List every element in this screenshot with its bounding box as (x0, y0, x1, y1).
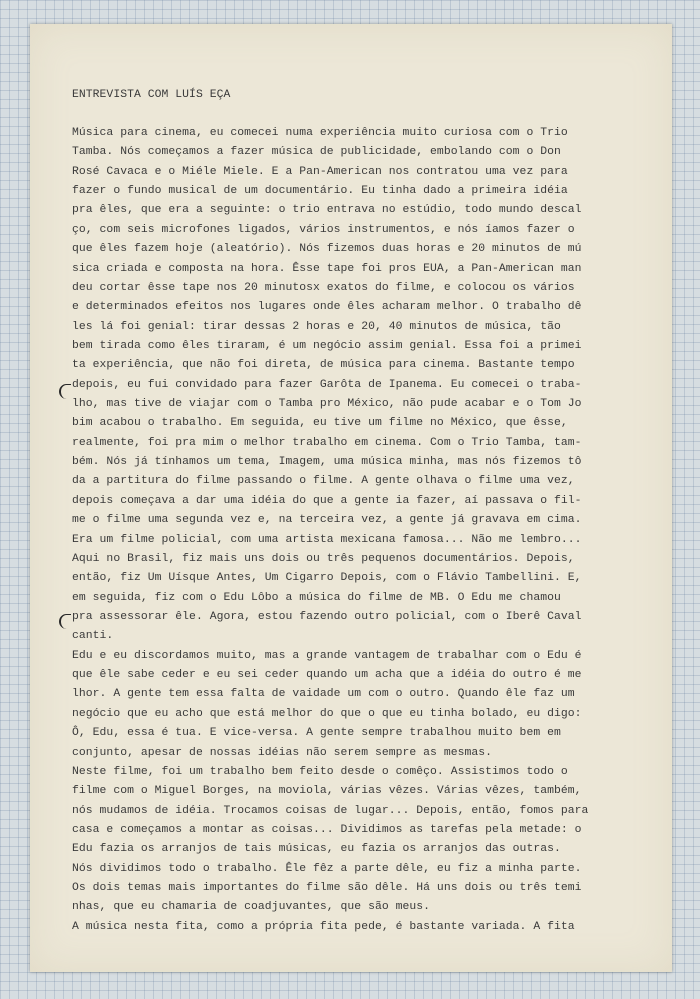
text-line: les lá foi genial: tirar dessas 2 horas e 20, 40 minutos de música, tão (72, 320, 561, 333)
text-line: nós mudamos de idéia. Trocamos coisas de lugar... Depois, então, fomos para (72, 804, 589, 817)
text-line: filme com o Miguel Borges, na moviola, várias vêzes. Várias vêzes, também, (72, 785, 582, 798)
paper-sheet (30, 24, 672, 972)
text-line: depois, eu fui convidado para fazer Garôta de Ipanema. Eu comecei o traba- (72, 378, 582, 391)
punch-hole-mark (59, 384, 71, 399)
text-line: lhor. A gente tem essa falta de vaidade um com o outro. Quando êle faz um (72, 688, 575, 701)
text-line: depois começava a dar uma idéia do que a gente ia fazer, aí passava o fil- (72, 494, 582, 507)
text-line: ta experiência, que não foi direta, de música para cinema. Bastante tempo (72, 359, 575, 372)
text-line: casa e começamos a montar as coisas... Dividimos as tarefas pela metade: o (72, 823, 582, 836)
text-line: da a partitura do filme passando o filme. A gente olhava o filme uma vez, (72, 475, 575, 488)
punch-hole-mark (59, 614, 71, 629)
text-line: realmente, foi pra mim o melhor trabalho em cinema. Com o Trio Tamba, tam- (72, 436, 582, 449)
paragraph-lines (72, 124, 647, 937)
text-line: ço, com seis microfones ligados, vários instrumentos, e nós íamos fazer o (72, 223, 575, 236)
text-line: A música nesta fita, como a própria fita pede, é bastante variada. A fita (72, 920, 575, 933)
text-line: fazer o fundo musical de um documentário. Eu tinha dado a primeira idéia (72, 185, 568, 198)
text-line: Rosé Cavaca e o Miéle Miele. E a Pan-American nos contratou uma vez para (72, 165, 568, 178)
text-line: que êles fazem hoje (aleatório). Nós fizemos duas horas e 20 minutos de mú (72, 243, 582, 256)
document-title: ENTREVISTA COM LUÍS EÇA (72, 89, 231, 101)
text-line: me o filme uma segunda vez e, na terceira vez, a gente já gravava em cima. (72, 514, 582, 527)
text-line: bém. Nós já tínhamos um tema, Imagem, uma música minha, mas nós fizemos tô (72, 456, 582, 469)
text-line: Os dois temas mais importantes do filme são dêle. Há uns dois ou três temi (72, 882, 582, 895)
text-line: Aqui no Brasil, fiz mais uns dois ou três pequenos documentários. Depois, (72, 552, 575, 565)
text-line: negócio que eu acho que está melhor do que o que eu tinha bolado, eu digo: (72, 707, 582, 720)
text-line: canti. (72, 630, 114, 643)
text-line: sica criada e composta na hora. Êsse tape foi pros EUA, a Pan-American man (72, 262, 582, 275)
text-line: pra assessorar êle. Agora, estou fazendo outro policial, com o Iberê Caval (72, 610, 582, 623)
typed-text-body (72, 86, 647, 937)
text-line: Era um filme policial, com uma artista mexicana famosa... Não me lembro... (72, 533, 582, 546)
text-line: conjunto, apesar de nossas idéias não serem sempre as mesmas. (72, 746, 493, 759)
text-line: Neste filme, foi um trabalho bem feito desde o comêço. Assistimos todo o (72, 765, 568, 778)
text-line: pra êles, que era a seguinte: o trio entrava no estúdio, todo mundo descal (72, 204, 582, 217)
text-line: lho, mas tive de viajar com o Tamba pro México, não pude acabar e o Tom Jo (72, 398, 582, 411)
text-line: bim acabou o trabalho. Em seguida, eu tive um filme no México, que êsse, (72, 417, 568, 430)
text-line: Tamba. Nós começamos a fazer música de publicidade, embolando com o Don (72, 146, 561, 159)
text-line: Nós dividimos todo o trabalho. Êle fêz a parte dêle, eu fiz a minha parte. (72, 862, 582, 875)
text-line: então, fiz Um Uísque Antes, Um Cigarro Depois, com o Flávio Tambellini. E, (72, 572, 582, 585)
text-line: Edu fazia os arranjos de tais músicas, eu fazia os arranjos das outras. (72, 843, 561, 856)
text-line: e determinados efeitos nos lugares onde êles acharam melhor. O trabalho dê (72, 301, 582, 314)
text-line: Música para cinema, eu comecei numa experiência muito curiosa com o Trio (72, 127, 568, 139)
text-line: bem tirada como êles tiraram, é um negócio assim genial. Essa foi a primei (72, 339, 582, 352)
text-line: nhas, que eu chamaria de coadjuvantes, que são meus. (72, 901, 431, 914)
text-line: deu cortar êsse tape nos 20 minutosx exatos do filme, e colocou os vários (72, 281, 575, 294)
text-line: Ô, Edu, essa é tua. E vice-versa. A gente sempre trabalhou muito bem em (72, 727, 561, 740)
text-line: em seguida, fiz com o Edu Lôbo a música do filme de MB. O Edu me chamou (72, 591, 561, 604)
text-line: Edu e eu discordamos muito, mas a grande vantagem de trabalhar com o Edu é (72, 649, 582, 662)
text-line: que êle sabe ceder e eu sei ceder quando um acha que a idéia do outro é me (72, 669, 582, 682)
